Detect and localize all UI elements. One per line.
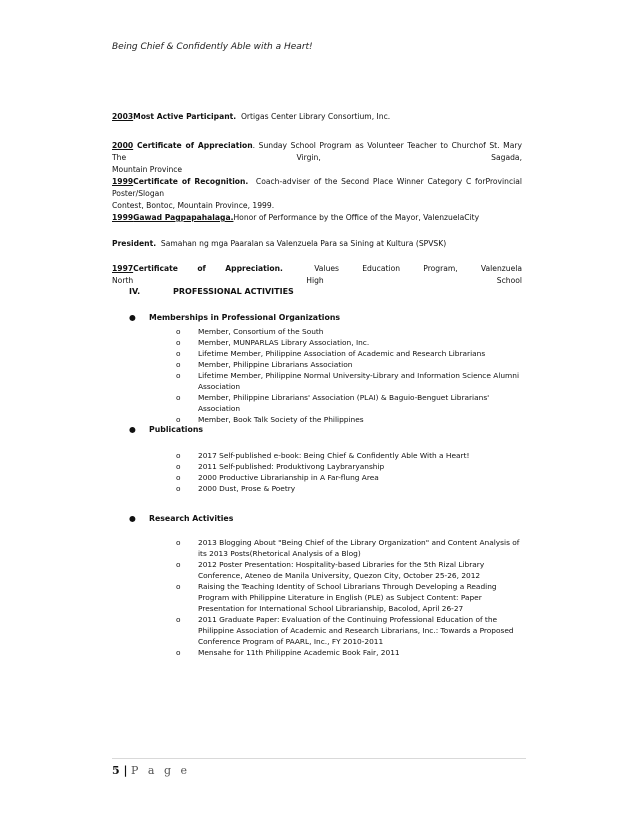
bullet-dot-icon: ●	[129, 425, 136, 434]
circle-bullet-icon: o	[176, 484, 181, 493]
list-item: o 2013 Blogging About "Being Chief of the Library Organization" and Content Analysis of its 2013 Posts(Rhetorical Analysis of a Blog)	[176, 538, 520, 558]
publication-list	[176, 450, 526, 494]
list-item: o 2011 Self-published: Produktivong Laybraryanship	[176, 462, 385, 471]
achievement-entry	[112, 140, 522, 176]
section-number: IV.	[129, 287, 141, 296]
circle-bullet-icon: o	[176, 338, 181, 347]
achievement-desc: Honor of Performance by the Office of the Mayor, ValenzuelaCity	[233, 213, 480, 222]
achievement-desc: Ortigas Center Library Consortium, Inc.	[240, 112, 391, 121]
achievement-entry	[112, 263, 522, 287]
group-heading	[129, 514, 233, 523]
group-heading	[129, 425, 203, 434]
achievement-desc: Values Education Program, Valenzuela North High School	[112, 264, 522, 285]
achievement-title: Certificate of Appreciation	[133, 141, 253, 150]
achievement-year: 1997	[112, 264, 134, 273]
circle-bullet-icon: o	[176, 327, 181, 336]
achievement-year: 1999	[112, 177, 134, 186]
bullet-dot-icon: ●	[129, 514, 136, 523]
footer-divider	[112, 758, 526, 759]
running-header: Being Chief & Confidently Able with a Heart!	[112, 42, 313, 52]
circle-bullet-icon: o	[176, 371, 181, 380]
achievement-title: Most Active Participant.	[133, 112, 237, 121]
circle-bullet-icon: o	[176, 451, 181, 460]
page-footer	[112, 764, 190, 777]
list-item: o 2012 Poster Presentation: Hospitality-based Libraries for the 5th Rizal Library Conference, Ateneo de Manila University, Quezon City, October 25-26, 2012	[176, 560, 485, 580]
achievement-entry	[112, 212, 522, 224]
circle-bullet-icon: o	[176, 473, 181, 482]
list-item: o Member, Philippine Librarians Association	[176, 360, 353, 369]
achievement-title: President.	[112, 239, 157, 248]
achievement-entry	[112, 176, 522, 212]
achievement-desc-cont: Contest, Bontoc, Mountain Province, 1999.	[112, 201, 275, 210]
list-item: o Member, Consortium of the South	[176, 327, 324, 336]
list-item: o Raising the Teaching Identity of School Librarians Through Developing a Reading Program with Philippine Literature in English (PLE) as Subject Content: Paper Presentation for International School Librarianship, Bacolod, April 26-27	[176, 582, 497, 613]
achievement-year: 1999	[112, 213, 134, 222]
group-title: Publications	[149, 425, 204, 434]
list-item: o 2000 Productive Librarianship in A Far-flung Area	[176, 473, 379, 482]
list-item: o 2011 Graduate Paper: Evaluation of the Continuing Professional Education of the Philippine Association of Academic and Research Librarians, Inc.: Towards a Proposed Conference Program of PAARL, Inc., FY 2010-2011	[176, 615, 514, 646]
membership-list	[176, 326, 526, 425]
circle-bullet-icon: o	[176, 360, 181, 369]
circle-bullet-icon: o	[176, 560, 181, 569]
circle-bullet-icon: o	[176, 349, 181, 358]
achievement-desc-cont: Mountain Province	[112, 165, 183, 174]
achievement-year: 2003	[112, 112, 134, 121]
bullet-dot-icon: ●	[129, 313, 136, 322]
achievement-desc: Coach-adviser of the Second Place Winner Category C forProvincial Poster/Slogan	[112, 177, 523, 198]
page-number: 5 |	[112, 764, 128, 777]
circle-bullet-icon: o	[176, 393, 181, 402]
list-item: o 2000 Dust, Prose & Poetry	[176, 484, 296, 493]
circle-bullet-icon: o	[176, 648, 181, 657]
circle-bullet-icon: o	[176, 538, 181, 547]
achievement-title: Certificate of Recognition.	[133, 177, 249, 186]
group-heading	[129, 313, 340, 322]
circle-bullet-icon: o	[176, 615, 181, 624]
page-label: P a g e	[131, 764, 191, 777]
list-item: o Lifetime Member, Philippine Association of Academic and Research Librarians	[176, 349, 486, 358]
research-list	[176, 537, 526, 658]
section-heading	[129, 287, 294, 296]
achievement-entry	[112, 111, 522, 123]
list-item: o 2017 Self-published e-book: Being Chief & Confidently Able With a Heart!	[176, 451, 470, 460]
circle-bullet-icon: o	[176, 462, 181, 471]
achievement-title: Gawad Pagpapahalaga.	[133, 213, 234, 222]
achievement-title: Certificate of Appreciation.	[133, 264, 283, 273]
list-item: o Mensahe for 11th Philippine Academic Book Fair, 2011	[176, 648, 400, 657]
achievement-desc: . Sunday School Program as Volunteer Teacher to Churchof St. Mary The Virgin, Sagada,	[112, 141, 522, 162]
achievement-year: 2000	[112, 141, 134, 150]
list-item: o Lifetime Member, Philippine Normal University-Library and Information Science Alumni Association	[176, 371, 519, 391]
group-title: Memberships in Professional Organizations	[149, 313, 341, 322]
circle-bullet-icon: o	[176, 582, 181, 591]
list-item: o Member, MUNPARLAS Library Association, Inc.	[176, 338, 370, 347]
circle-bullet-icon: o	[176, 415, 181, 424]
list-item: o Member, Book Talk Society of the Philippines	[176, 415, 364, 424]
achievement-entry	[112, 238, 522, 250]
section-title: PROFESSIONAL ACTIVITIES	[173, 287, 294, 296]
list-item: o Member, Philippine Librarians' Association (PLAI) & Baguio-Benguet Librarians' Association	[176, 393, 490, 413]
achievement-desc: Samahan ng mga Paaralan sa Valenzuela Para sa Sining at Kultura (SPVSK)	[160, 239, 447, 248]
group-title: Research Activities	[149, 514, 234, 523]
